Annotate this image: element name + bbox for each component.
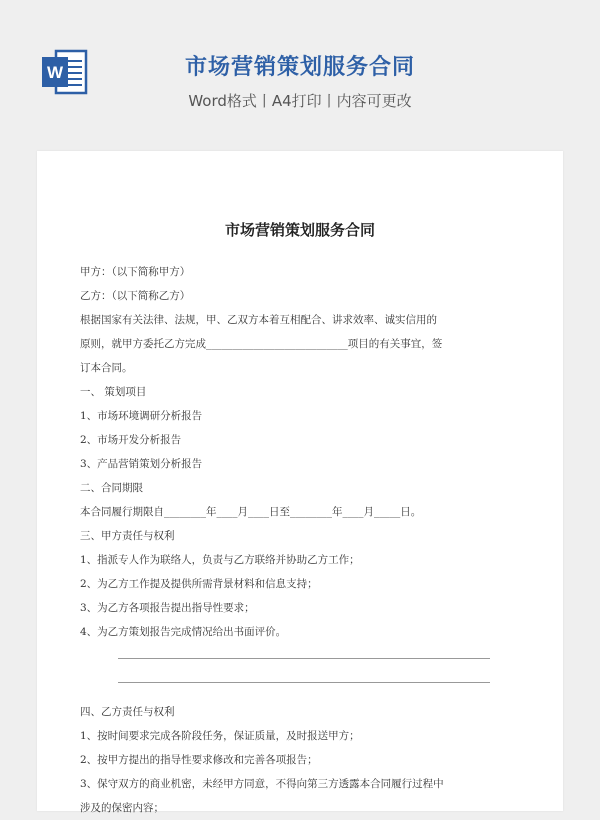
list-item-continued: 涉及的保密内容； <box>80 802 164 814</box>
list-item: 1、按时间要求完成各阶段任务，保证质量，及时报送甲方； <box>80 730 360 742</box>
document-title: 市场营销策划服务合同 <box>224 221 375 239</box>
list-item: 4、为乙方策划报告完成情况给出书面评价。 <box>80 626 287 638</box>
list-item: 2、按甲方提出的指导性要求修改和完善各项报告； <box>80 754 318 766</box>
header-subtitle: Word格式丨A4打印丨内容可更改 <box>188 92 412 110</box>
word-icon-letter: W <box>46 63 64 82</box>
list-item: 1、市场环境调研分析报告 <box>80 410 203 422</box>
section-heading: 四、乙方责任与权利 <box>80 706 175 718</box>
blank-fill-line <box>80 644 490 668</box>
header-title: 市场营销策划服务合同 <box>184 55 415 80</box>
list-item: 3、保守双方的商业机密，未经甲方同意，不得向第三方透露本合同履行过程中 <box>80 778 444 790</box>
section-heading: 三、甲方责任与权利 <box>80 530 175 542</box>
section-heading: 二、合同期限 <box>80 482 143 494</box>
party-b-line: 乙方：（以下简称乙方） <box>80 290 191 302</box>
party-a-line: 甲方：（以下简称甲方） <box>80 266 191 278</box>
list-item: 1、指派专人作为联络人，负责与乙方联络并协助乙方工作； <box>80 554 360 566</box>
list-item: 2、为乙方工作提及提供所需背景材料和信息支持； <box>80 578 318 590</box>
document-body <box>80 260 490 820</box>
list-item: 2、市场开发分析报告 <box>80 434 182 446</box>
contract-period-line: 本合同履行期限自________年____月____日至________年____月_____日。 <box>80 506 422 518</box>
paragraph-line: 根据国家有关法律、法规，甲、乙双方本着互相配合、讲求效率、诚实信用的 <box>80 314 437 326</box>
header <box>0 0 600 150</box>
blank-fill-line <box>80 668 490 692</box>
section-heading: 一、 策划项目 <box>80 386 147 398</box>
list-item: 3、产品营销策划分析报告 <box>80 458 203 470</box>
paragraph-line: 订本合同。 <box>80 362 133 374</box>
list-item: 3、为乙方各项报告提出指导性要求； <box>80 602 255 614</box>
spacer <box>80 692 490 700</box>
paragraph-line: 原则，就甲方委托乙方完成___________________________项目的有关事宜，签 <box>80 338 443 350</box>
